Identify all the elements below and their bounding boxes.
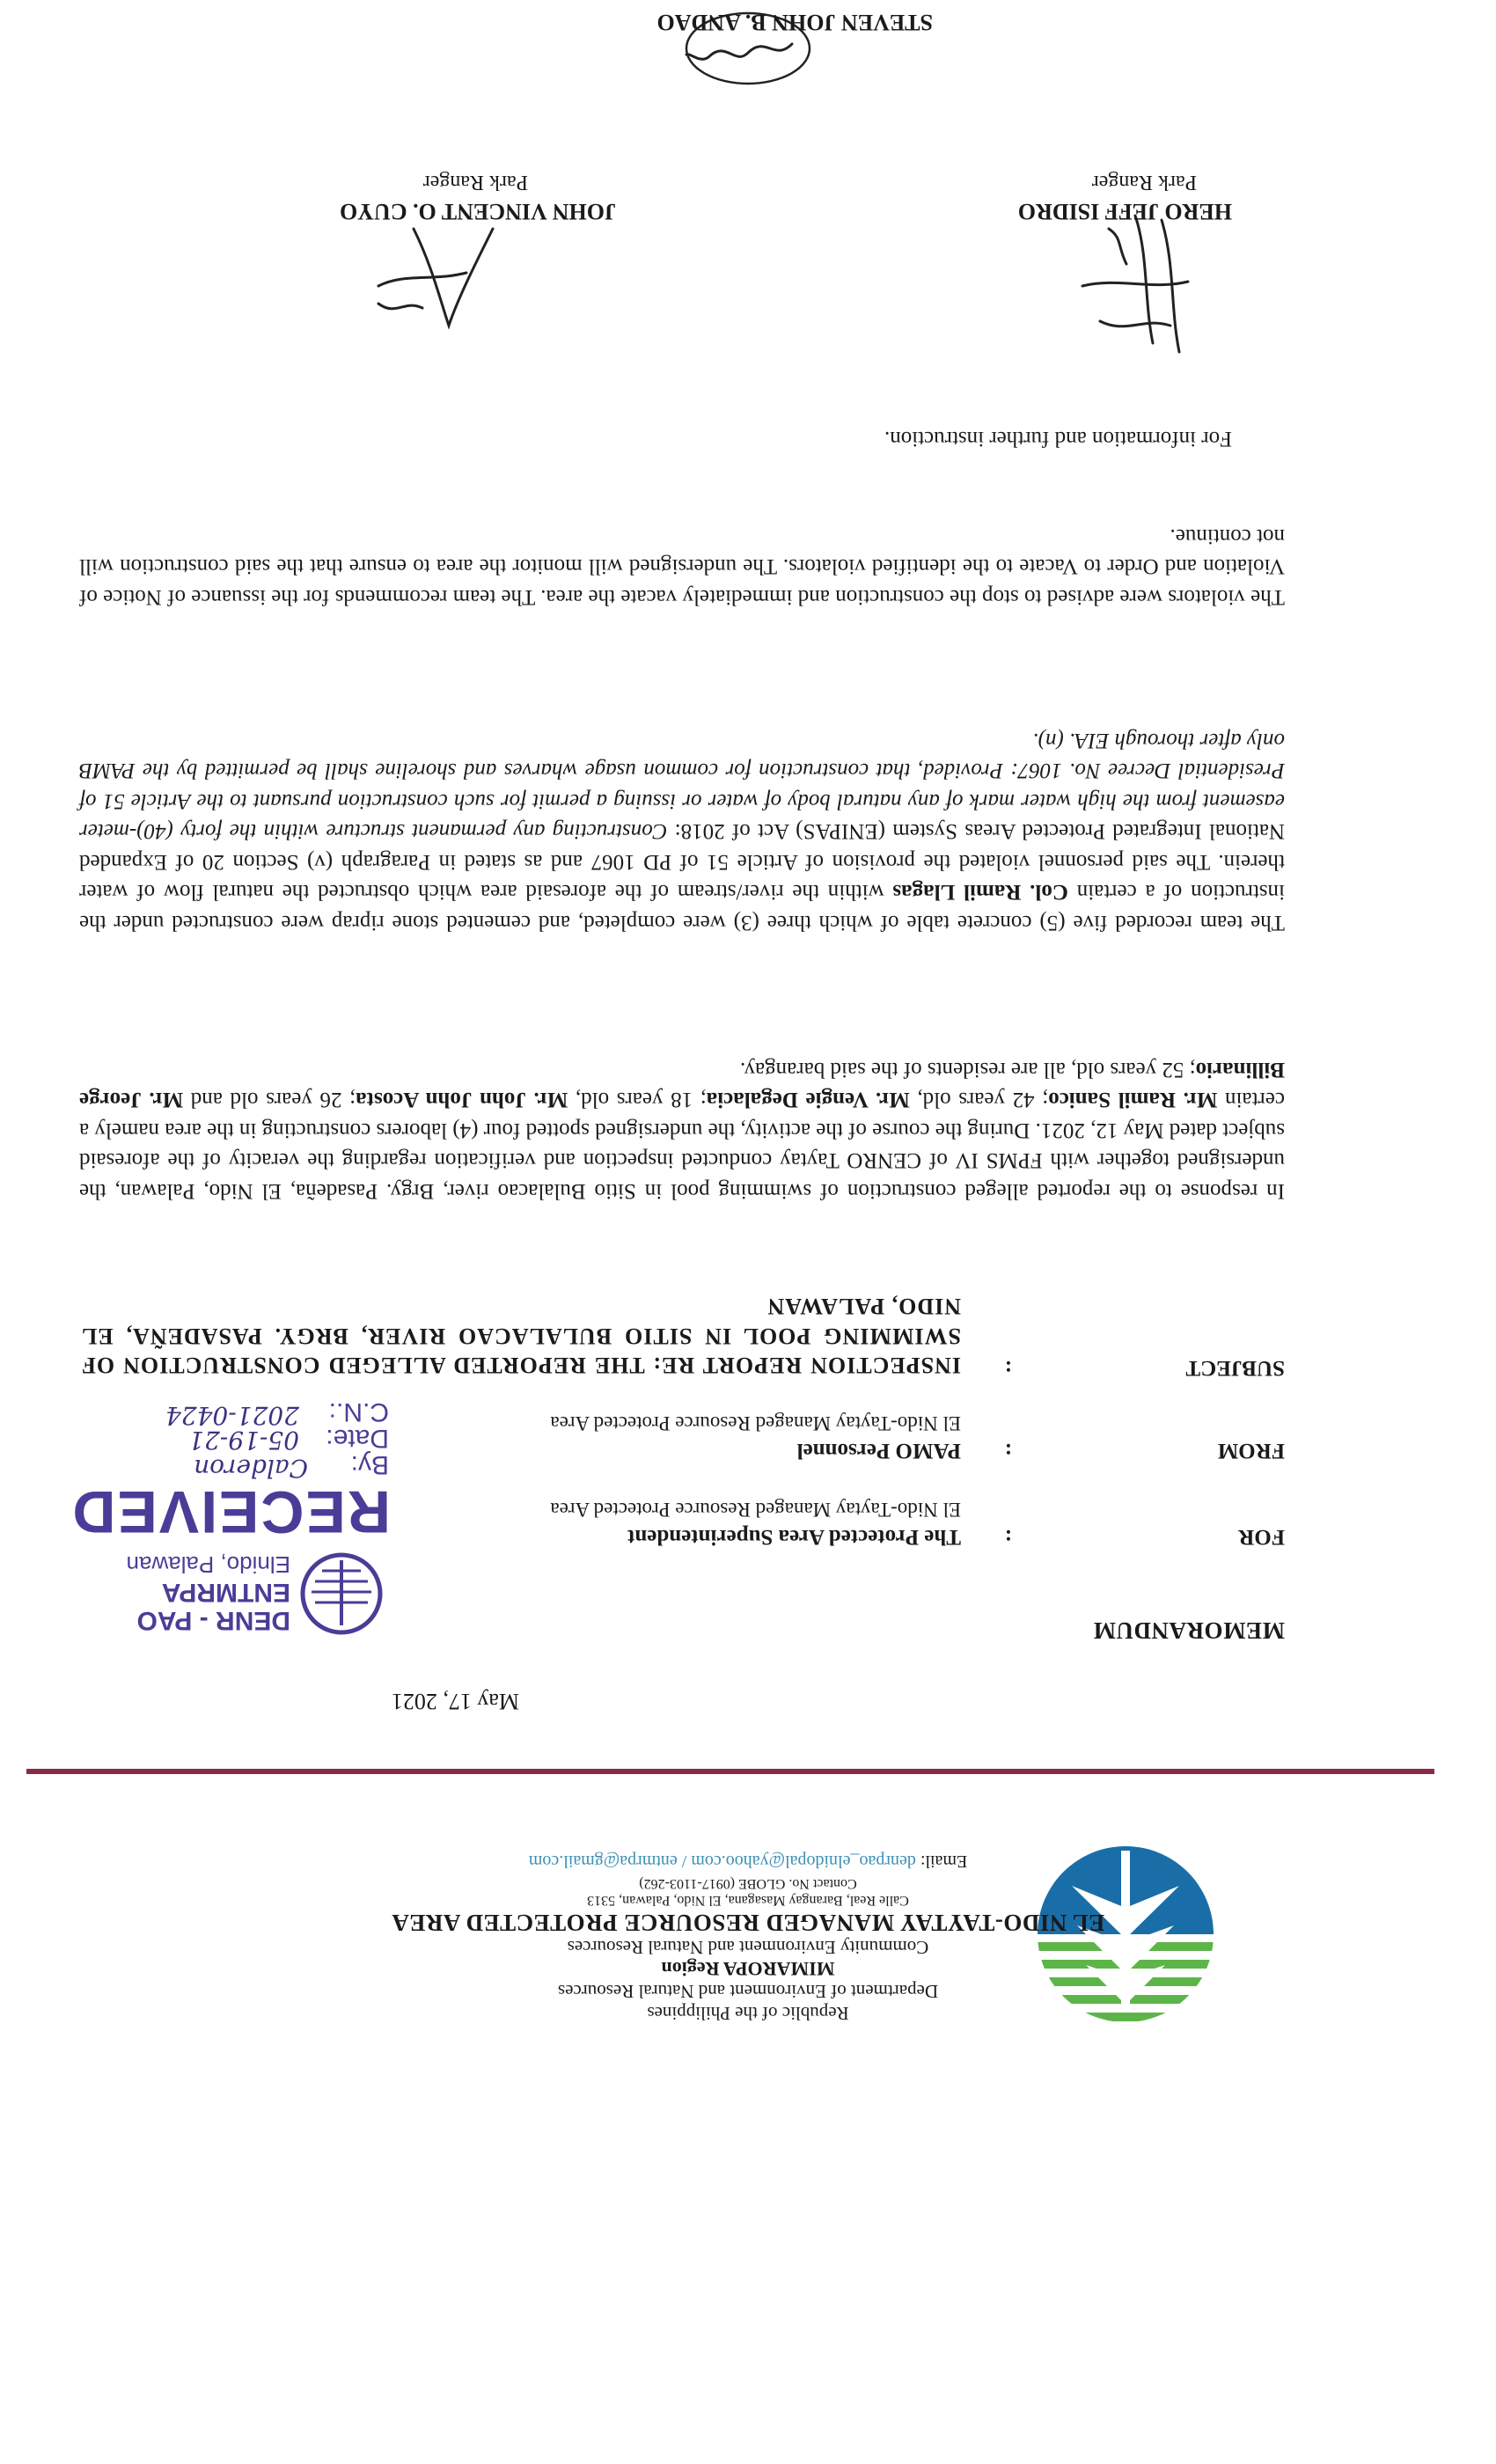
enipas-quote: Constructing any permanent structure within the forty (40)-meter easement from the high water mark of any natural body of water or issuing a permit for such construction pursuant to the Article 51 of Presidential Decree No. 1067: Provided, that construction for common usage wharves and shoreline shall be permitted by the PAMB only after thorough EIA. (n).	[79, 729, 1285, 844]
for-value: The Protected Area Superintendent	[627, 1525, 961, 1549]
signatory-name: HERO JEFF ISIDRO	[1017, 199, 1232, 224]
memo-date: May 17, 2021	[391, 1689, 519, 1714]
body-paragraph-2: The team recorded five (5) concrete table of which three (3) were completed, and cemented stone riprap were constructed under the instruction of a certain Col. Ramil Llagas within the river/stream of the aforesaid area which obstructed the natural flow of water therein. The said personnel violated the provision of Article 51 of PD 1067 and as stated in Paragraph (v) Section 20 of Expanded National Integrated Protected Areas System (ENIPAS) Act of 2018: Constructing any permanent structure within the forty (40)-meter easement from the high water mark of any natural body of water or issuing a permit for such construction pursuant to the Article 51 of Presidential Decree No. 1067: Provided, that construction for common usage wharves and shoreline shall be permitted by the PAMB only after thorough EIA. (n).	[79, 729, 1285, 935]
stamp-location: Elnido, Palawan	[126, 1551, 290, 1578]
signatory-name: STEVEN JOHN B. ANDAO	[656, 10, 933, 35]
signature-cuyo	[361, 211, 510, 334]
office-name: EL NIDO-TAYTAY MANAGED RESOURCE PROTECTED AREA	[391, 1909, 1105, 1936]
for-subtitle: El Nido-Taytay Managed Resource Protected Area	[550, 1499, 961, 1521]
from-value: PAMO Personnel	[796, 1439, 961, 1463]
body-paragraph-1: In response to the reported alleged construction of swimming pool in Sitio Bulalacao river, Brgy. Pasadeña, El Nido, Palawan, the undersigned together with FPMS IV of CENRO Taytay conducted inspection and verification regarding the veracity of the aforesaid subject dated May 12, 2021. During the course of the activity, the undersigned spotted four (4) laborers constructing in the area namely a certain Mr. Ramil Sanico; 42 years old, Mr. Vengie Degalacia; 18 years old, Mr. John John Acosta; 26 years old and Mr. Jeorge Billinario; 52 years old, all are residents of the said barangay.	[78, 1058, 1285, 1203]
from-label: FROM	[1217, 1439, 1285, 1463]
header-divider	[26, 1769, 1434, 1774]
memo-title: MEMORANDUM	[1093, 1617, 1285, 1644]
region-line: MIMAROPA Region	[661, 1958, 835, 1981]
violator-name: Mr. Ramil Sanico	[1048, 1088, 1218, 1112]
received-stamp	[35, 1397, 396, 1641]
department-line: Department of Environment and Natural Resources	[557, 1981, 939, 2003]
instructor-name: Col. Ramil Llagas	[892, 880, 1068, 905]
contact-number: Contact No. GLOBE (0917-1103-262)	[639, 1876, 857, 1892]
office-address: Calle Real, Barangay Masagana, El Nido, Palawan, 5313	[587, 1892, 909, 1908]
republic-line: Republic of the Philippines	[647, 2003, 849, 2024]
email-line	[387, 1851, 1109, 1872]
signatory-title: Park Ranger	[1091, 171, 1197, 194]
subject-colon: :	[1004, 1356, 1012, 1380]
stamp-date-label: Date:	[326, 1424, 389, 1453]
stamp-by-value: Calderon	[194, 1454, 308, 1483]
violator-name: Mr. Vengie Degalacia	[706, 1088, 910, 1112]
body-paragraph-4: For information and further instruction.	[884, 427, 1232, 451]
stamp-cn-label: C.N.:	[328, 1397, 389, 1426]
for-label: FOR	[1238, 1525, 1285, 1549]
email-links[interactable]: denrpao_elnidopal@yahoo.com / entmrpa@gmail.com	[528, 1852, 916, 1872]
for-colon: :	[1004, 1525, 1012, 1549]
stamp-by-label: By:	[350, 1450, 389, 1479]
cenro-line: Community Environment and Natural Resources	[567, 1936, 929, 1958]
subject-label: SUBJECT	[1185, 1356, 1285, 1380]
stamp-date-value: 05-19-21	[188, 1426, 299, 1455]
violator-name: Mr. Jeorge Billinario	[78, 1058, 1285, 1112]
from-subtitle: El Nido-Taytay Managed Resource Protected Area	[550, 1412, 961, 1434]
signature-isidro	[1065, 211, 1206, 361]
letterhead	[387, 1851, 1109, 2024]
violator-name: Mr. John John Acosta	[356, 1088, 568, 1112]
stamp-cn-value: 2021-0424	[165, 1401, 299, 1430]
signatory-name: JOHN VINCENT O. CUYO	[340, 199, 616, 224]
signatory-title: Park Ranger	[422, 171, 528, 194]
stamp-seal-icon	[297, 1550, 385, 1638]
email-label: Email:	[920, 1852, 968, 1872]
stamp-received: RECEIVED	[70, 1478, 391, 1545]
body-paragraph-3: The violators were advised to stop the construction and immediately vacate the area. The team recommends for the issuance of Notice of Violation and Order to Vacate to the identified violators. The undersigned will monitor the area to ensure that the said construction will not continue.	[79, 524, 1285, 609]
from-colon: :	[1004, 1439, 1012, 1463]
subject-value: INSPECTION REPORT RE: THE REPORTED ALLEGED CONSTRUCTION OF SWIMMING POOL IN SITIO BULALACAO RIVER, BRGY. PASADEÑA, EL NIDO, PALAWAN	[81, 1294, 961, 1378]
stamp-org: DENR - PAO ENTMRPA	[136, 1578, 290, 1635]
